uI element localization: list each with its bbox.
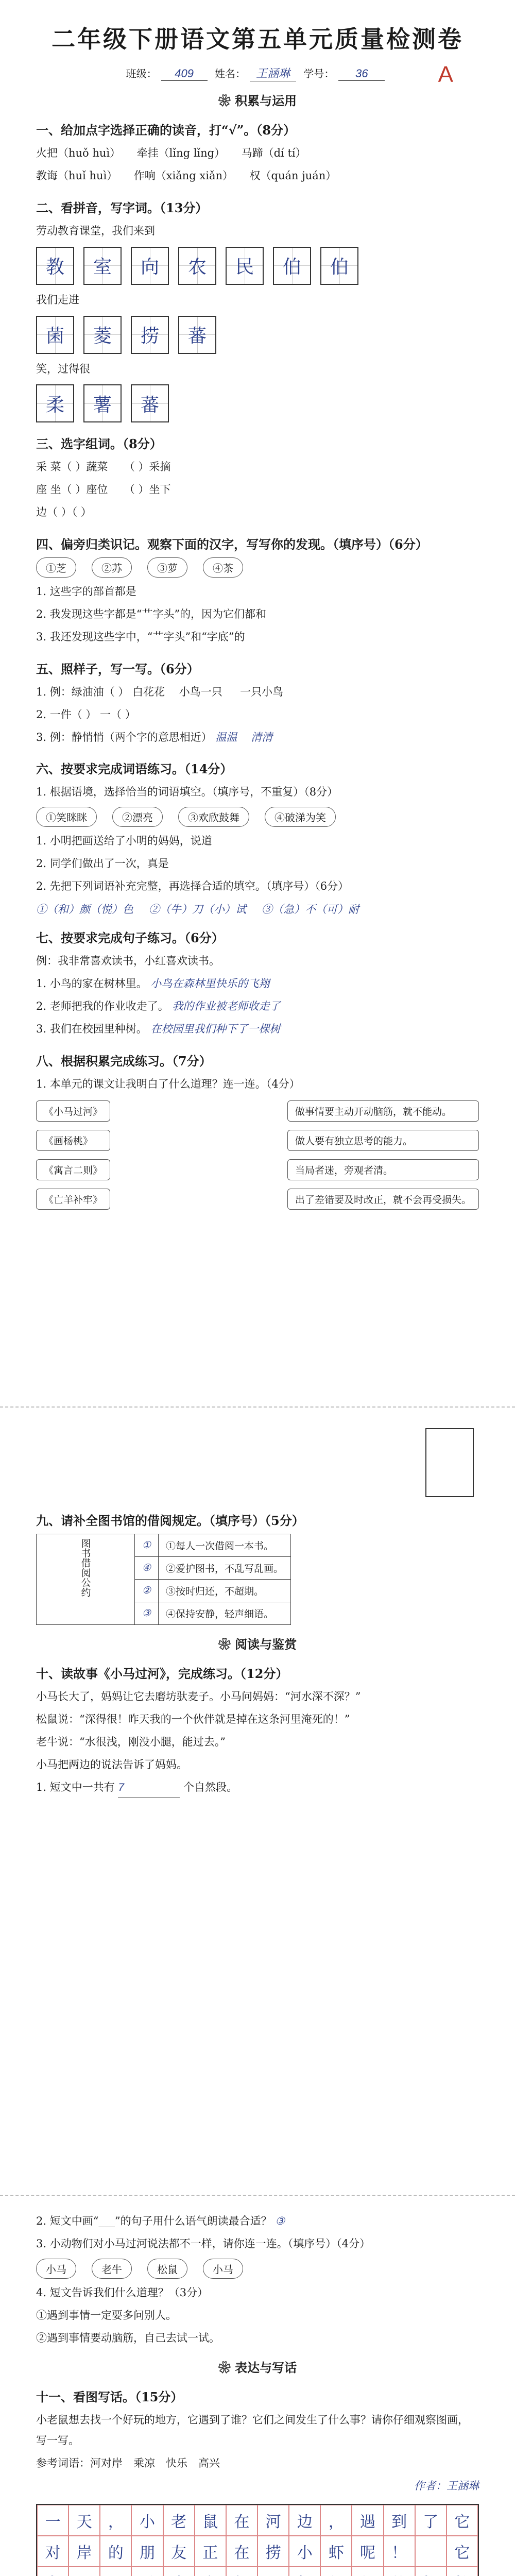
q6-sentence: 2. 同学们做出了一次，真是 (36, 857, 169, 870)
leaf-icon: ❀ (218, 2360, 235, 2376)
handwritten-answer[interactable]: 我的作业被老师收走了 (172, 1000, 281, 1012)
handwritten-answer[interactable]: 在校园里我们种下了一棵树 (150, 1023, 281, 1035)
grid-cell: 友 (163, 2536, 195, 2567)
grid-cell: 小 (289, 2536, 320, 2567)
lesson-text[interactable]: 做事情要主动开动脑筋，就不能动。 (287, 1100, 479, 1122)
q1-heading: 一、给加点字选择正确的读音，打“√”。（8分） (36, 123, 296, 138)
char-chip: ②苏 (92, 557, 132, 578)
leaf-icon: ❀ (218, 93, 235, 108)
tian-box[interactable]: 蕃 (178, 316, 216, 354)
grid-cell: 在 (226, 2536, 258, 2567)
section-band-reading: ❀ 阅读与鉴赏 (218, 1637, 297, 1652)
animal-chip[interactable]: 老牛 (92, 2259, 132, 2279)
q4-heading: 四、偏旁归类识记。观察下面的汉字，写写你的发现。（填序号）（6分） (36, 537, 428, 552)
grid-cell: 天 (68, 2505, 100, 2536)
handwritten-answer[interactable]: 7 (118, 1777, 180, 1799)
q1-line-2: 教诲（huǐ huì） 作响（xiǎng xiǎn） 权（quán juán） (36, 169, 337, 182)
grid-cell: ， (100, 2505, 131, 2536)
rule-text: ①每人一次借阅一本书。 (159, 1534, 291, 1557)
grid-cell: 到 (384, 2505, 415, 2536)
class-field[interactable]: 409 (161, 67, 208, 81)
q2-answer-boxes-1 (36, 247, 479, 285)
q5-row: 2. 一件（ ） 一（ ） (36, 708, 136, 721)
q6-sub-1: 1. 根据语境，选择恰当的词语填空。（填序号，不重复）（8分） (36, 786, 338, 799)
story-paragraph: 松鼠说：“深得很！昨天我的一个伙伴就是掉在这条河里淹死的！” (36, 1713, 350, 1725)
composition-grid[interactable] (36, 2504, 479, 2576)
grid-cell (37, 2567, 68, 2576)
q2-line-3: 笑，过得很 (36, 362, 90, 375)
grid-cell (415, 2536, 447, 2567)
q9-heading: 九、请补全图书馆的借阅规定。（填序号）（5分） (36, 1513, 304, 1528)
grid-cell (131, 2567, 163, 2576)
tian-box[interactable]: 蕃 (131, 384, 169, 422)
q8-heading: 八、根据积累完成练习。（7分） (36, 1053, 212, 1069)
rule-text: ③按时归还，不超期。 (159, 1580, 291, 1602)
grid-cell: ， (320, 2505, 352, 2536)
grid-cell: 河 (258, 2505, 289, 2536)
grid-cell: 呢 (352, 2536, 383, 2567)
q2-line-2: 我们走进 (36, 293, 79, 306)
q10-question-4: 4. 短文告诉我们什么道理？（3分） (36, 2286, 209, 2299)
handwritten-answer[interactable]: ③ (275, 2215, 285, 2227)
q3-row: 边（ ）（ ） (36, 506, 141, 519)
grid-cell: 小 (131, 2505, 163, 2536)
tian-box[interactable]: 菌 (36, 316, 74, 354)
rule-answer[interactable]: ④ (135, 1557, 159, 1580)
grid-cell: 岸 (68, 2536, 100, 2567)
grid-cell: 在 (226, 2505, 258, 2536)
q10-question-1: 1. 短文中一共有 7 个自然段。 (36, 1777, 479, 1799)
library-rules-table (36, 1534, 291, 1625)
q6-heading: 六、按要求完成词语练习。（14分） (36, 761, 233, 777)
grid-cell (447, 2567, 478, 2576)
exam-title: 二年级下册语文第五单元质量检测卷 (52, 25, 464, 53)
q4-line: 1. 这些字的部首都是 (36, 585, 136, 598)
q5-heading: 五、照样子，写一写。（6分） (36, 661, 199, 676)
q10-heading: 十、读故事《小马过河》，完成练习。（12分） (36, 1666, 288, 1681)
rules-box-title: 图书借阅公约 (37, 1534, 135, 1625)
writing-prompt: 小老鼠想去找一个好玩的地方，它遇到了谁？它们之间发生了什么事？请你仔细观察图画，写一写。 (36, 2414, 469, 2447)
reference-words: 参考词语：河对岸 乘凉 快乐 高兴 (36, 2457, 220, 2470)
rule-answer[interactable]: ① (135, 1534, 159, 1557)
exam-page-3 (0, 2195, 515, 2576)
char-chip: ③萝 (147, 557, 187, 578)
q10-option[interactable]: ②遇到事情要动脑筋，自己去试一试。 (36, 2331, 220, 2344)
grid-cell: 它 (447, 2505, 478, 2536)
story-paragraph: 老牛说：“水很浅，刚没小腿，能过去。” (36, 1735, 226, 1748)
tian-box[interactable]: 薯 (83, 384, 122, 422)
name-field[interactable]: 王涵琳 (250, 65, 296, 81)
grid-cell (195, 2567, 226, 2576)
q5-row: 1. 例：绿油油（ ） 白花花 小鸟一只 一只小鸟 (36, 685, 284, 698)
bookshelf-image (425, 1428, 474, 1497)
grid-cell: 虾 (320, 2536, 352, 2567)
q4-line: 3. 我还发现这些字中，“艹字头”和“字底”的 (36, 630, 245, 643)
animal-chip[interactable]: 小马 (36, 2259, 76, 2279)
grid-cell (100, 2567, 131, 2576)
q4-line: 2. 我发现这些字都是“艹字头”的，因为它们都和 (36, 608, 267, 621)
tian-box[interactable]: 菱 (83, 316, 122, 354)
story-title[interactable]: 《画杨桃》 (36, 1130, 110, 1151)
handwritten-answer[interactable]: 小鸟在森林里快乐的飞翔 (150, 977, 270, 990)
grid-cell: 了 (415, 2505, 447, 2536)
grid-cell (352, 2567, 383, 2576)
word-chip: ④破涕为笑 (265, 807, 336, 827)
tian-box[interactable]: 民 (226, 247, 264, 285)
q7-heading: 七、按要求完成句子练习。（6分） (36, 930, 224, 946)
handwritten-answer[interactable]: 温温 清清 (215, 731, 273, 743)
story-paragraph: 小马长大了，妈妈让它去磨坊驮麦子。小马问妈妈：“河水深不深？” (36, 1690, 361, 1703)
grid-cell (163, 2567, 195, 2576)
q6-sub-2: 2. 先把下列词语补充完整，再选择合适的填空。（填序号）（6分） (36, 880, 349, 893)
q1-line-1: 火把（huǒ huì） 牵挂（lǐng lǐng） 马蹄（dí tí） (36, 147, 306, 159)
grid-cell: 的 (100, 2536, 131, 2567)
grid-cell: 鼠 (195, 2505, 226, 2536)
grid-cell (415, 2567, 447, 2576)
tian-box[interactable]: 捞 (131, 316, 169, 354)
grid-cell: 一 (37, 2505, 68, 2536)
q11-heading: 十一、看图写话。（15分） (36, 2389, 183, 2405)
story-paragraph: 小马把两边的说法告诉了妈妈。 (36, 1758, 187, 1771)
grade-mark: A (438, 62, 453, 87)
tian-box[interactable]: 柔 (36, 384, 74, 422)
exam-page-2 (0, 1406, 515, 2169)
tian-box[interactable]: 农 (178, 247, 216, 285)
writing-author: 作者：王涵琳 (414, 2480, 479, 2493)
q2-answer-boxes-2 (36, 316, 479, 354)
q3-row: 座 坐（ ）座位 （ ）坐下 (36, 483, 171, 496)
q10-question-3: 3. 小动物们对小马过河说法都不一样，请你连一连。（填序号）（4分） (36, 2237, 371, 2250)
q2-answer-boxes-3 (36, 384, 479, 422)
id-field[interactable]: 36 (338, 67, 385, 81)
rule-text: ②爱护图书，不乱写乱画。 (159, 1557, 291, 1580)
fill-item[interactable]: ①（和）颜（悦）色 (36, 904, 133, 916)
q3-row: 采 菜（ ）蔬菜 （ ）采摘 (36, 461, 171, 473)
grid-cell: 边 (289, 2505, 320, 2536)
grid-cell (258, 2567, 289, 2576)
tian-box[interactable]: 向 (131, 247, 169, 285)
grid-cell: 对 (37, 2536, 68, 2567)
animal-chip[interactable]: 松鼠 (147, 2259, 187, 2279)
grid-cell: ！ (384, 2536, 415, 2567)
q6-sentence: 1. 小明把画送给了小明的妈妈，说道 (36, 835, 212, 848)
word-chip: ②漂亮 (112, 807, 163, 827)
story-title[interactable]: 《小马过河》 (36, 1100, 110, 1122)
char-chip: ④茶 (203, 557, 243, 578)
q3-heading: 三、选字组词。（8分） (36, 436, 162, 452)
grid-cell: 捞 (258, 2536, 289, 2567)
word-chip: ①笑眯眯 (36, 807, 97, 827)
student-info: 班级： 409 姓名： 王涵琳 学号： 36 (36, 65, 479, 81)
rule-answer[interactable]: ③ (135, 1602, 159, 1625)
q8-sub-1: 1. 本单元的课文让我明白了什么道理？连一连。（4分） (36, 1077, 300, 1090)
leaf-icon: ❀ (218, 1637, 235, 1652)
q2-heading: 二、看拼音，写字词。（13分） (36, 200, 208, 215)
q6-word-options (36, 807, 479, 827)
story-title[interactable]: 《亡羊补牢》 (36, 1189, 110, 1210)
tian-box[interactable]: 伯 (273, 247, 311, 285)
q4-char-list (36, 557, 479, 578)
grid-cell: 朋 (131, 2536, 163, 2567)
q6-fill-items (36, 901, 479, 917)
q7-row: 1. 小鸟的家在树林里。 小鸟在森林里快乐的飞翔 (36, 977, 270, 990)
animal-list (36, 2259, 479, 2279)
q7-example: 例：我非常喜欢读书，小红喜欢读书。 (36, 955, 220, 968)
q8-match (36, 1100, 479, 1210)
grid-cell: 正 (195, 2536, 226, 2567)
char-chip: ①芝 (36, 557, 76, 578)
q7-row: 3. 我们在校园里种树。 在校园里我们种下了一棵树 (36, 1022, 281, 1035)
q10-question-2: 2. 短文中画“___”的句子用什么语气朗读最合适？ ③ (36, 2215, 285, 2227)
animal-chip[interactable]: 小马 (203, 2259, 243, 2279)
grid-cell (289, 2567, 320, 2576)
lesson-text[interactable]: 出了差错要及时改正，就不会再受损失。 (287, 1189, 479, 1210)
q7-row: 2. 老师把我的作业收走了。 我的作业被老师收走了 (36, 999, 281, 1012)
section-band-accumulation: ❀ 积累与运用 (218, 93, 297, 108)
word-chip: ③欢欣鼓舞 (178, 807, 249, 827)
q2-line-1: 劳动教育课堂，我们来到 (36, 224, 155, 237)
grid-cell (226, 2567, 258, 2576)
grid-cell: 遇 (352, 2505, 383, 2536)
q5-row: 3. 例：静悄悄（两个字的意思相近） 温温 清清 (36, 731, 273, 743)
grid-cell: 老 (163, 2505, 195, 2536)
tian-box[interactable]: 伯 (320, 247, 358, 285)
section-band-writing: ❀ 表达与写话 (218, 2360, 297, 2376)
lesson-text[interactable]: 做人要有独立思考的能力。 (287, 1130, 479, 1151)
grid-cell (384, 2567, 415, 2576)
grid-cell: 它 (447, 2536, 478, 2567)
tian-box[interactable]: 教 (36, 247, 74, 285)
tian-box[interactable]: 室 (83, 247, 122, 285)
grid-cell (320, 2567, 352, 2576)
story-title[interactable]: 《寓言二则》 (36, 1159, 110, 1180)
q10-option[interactable]: ①遇到事情一定要多问别人。 (36, 2309, 177, 2321)
grid-cell (68, 2567, 100, 2576)
lesson-text[interactable]: 当局者迷，旁观者清。 (287, 1159, 479, 1180)
fill-item[interactable]: ②（牛）刀（小）试 (149, 904, 246, 916)
rule-answer[interactable]: ② (135, 1580, 159, 1602)
rule-text: ④保持安静，轻声细语。 (159, 1602, 291, 1625)
fill-item[interactable]: ③（急）不（可）耐 (262, 904, 359, 916)
